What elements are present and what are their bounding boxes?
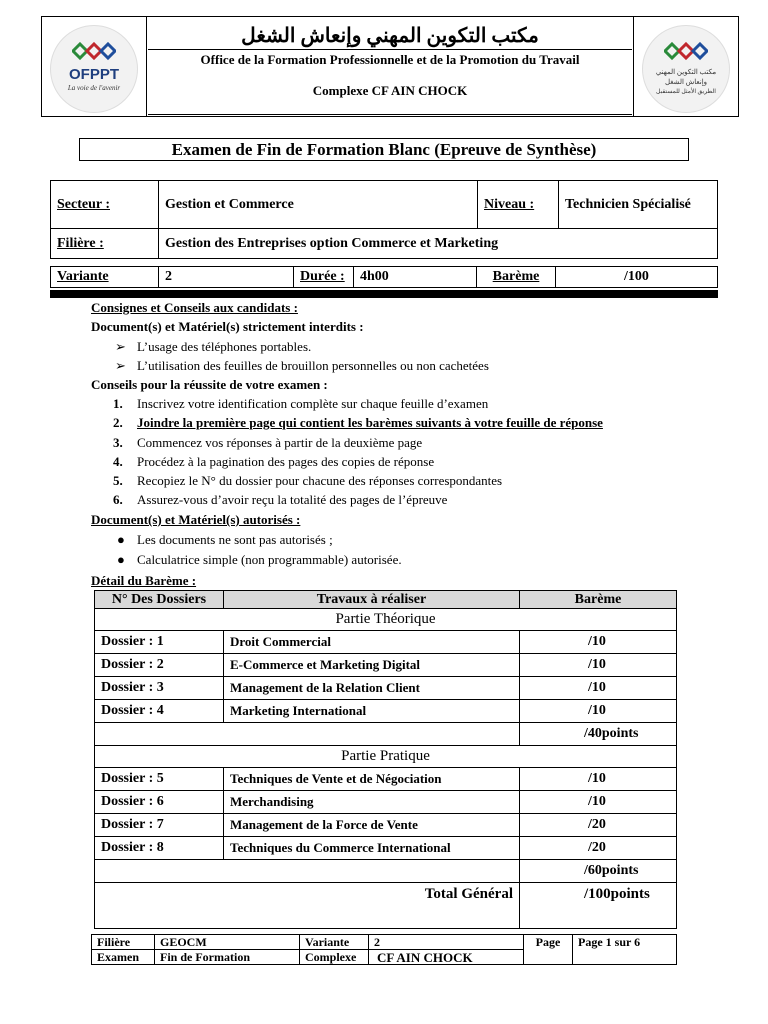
dot-bullet-icon: ● [117,552,125,567]
logo-circle [642,25,730,113]
table-row: Dossier : 2 E-Commerce et Marketing Digital /10 [95,654,677,677]
logo-arabic-line: مكتب التكوين المهني [655,68,717,76]
total-row: Total Général /100points [95,883,677,929]
document-header [41,16,739,117]
list-item: 3. Commencez vos réponses à partir de la deuxième page [113,435,423,450]
logo-motto: La voie de l'avenir [67,84,121,92]
footer-complexe-value: CF AIN CHOCK [369,950,524,965]
header-center [146,17,634,116]
table-row: Dossier : 6 Merchandising /10 [95,791,677,814]
bareme-value: /100 [556,267,718,288]
table-row: Dossier : 7 Management de la Force de Vente /20 [95,814,677,837]
table-row: Dossier : 3 Management de la Relation Client /10 [95,677,677,700]
interdits-title: Document(s) et Matériel(s) strictement interdits : [91,319,364,334]
bareme-title: Détail du Barème : [91,573,197,588]
column-header: N° Des Dossiers [95,591,224,609]
logo-arabic-line: وإنعاش الشغل [664,78,708,86]
niveau-value: Technicien Spécialisé [559,181,718,229]
divider [148,114,632,115]
arrow-bullet-icon: ➢ [115,339,126,354]
conseils-title: Conseils pour la réussite de votre examen : [91,377,328,392]
divider [148,49,632,50]
variante-value: 2 [159,267,294,288]
logo-circle [50,25,138,113]
ofppt-logo-left [42,17,147,116]
list-item: 4. Procédez à la pagination des pages des copies de réponse [113,454,435,469]
secteur-label: Secteur : [51,181,159,229]
arrow-bullet-icon: ➢ [115,358,126,373]
footer-page-value: Page 1 sur 6 [573,935,677,950]
footer-complexe-label: Complexe [300,950,369,965]
section-row: Partie Théorique [95,609,677,631]
filiere-label: Filière : [51,229,159,259]
list-item: 1. Inscrivez votre identification complète sur chaque feuille d’examen [113,396,489,411]
exam-title: Examen de Fin de Formation Blanc (Epreuve de Synthèse) [79,138,689,161]
consignes-title: Consignes et Conseils aux candidats : [91,300,298,315]
ofppt-logo-right [633,17,738,116]
list-item: 2. Joindre la première page qui contient les barèmes suivants à votre feuille de réponse [113,415,603,430]
duree-label: Durée : [294,267,354,288]
footer-page-label: Page [524,935,573,950]
exam-meta-table [50,266,718,288]
table-row: Dossier : 1 Droit Commercial /10 [95,631,677,654]
table-row: Dossier : 5 Techniques de Vente et de Négociation /10 [95,768,677,791]
complex-name: Complexe CF AIN CHOCK [312,83,468,98]
table-row: Dossier : 4 Marketing International /10 [95,700,677,723]
exam-info-table [50,180,718,259]
table-row: Dossier : 8 Techniques du Commerce International /20 [95,837,677,860]
column-header: Travaux à réaliser [224,591,520,609]
list-item: 6. Assurez-vous d’avoir reçu la totalité des pages de l’épreuve [113,492,448,507]
autorises-title: Document(s) et Matériel(s) autorisés : [91,512,301,527]
separator-bar [50,290,718,298]
footer-variante-label: Variante [300,935,369,950]
column-header: Barème [520,591,677,609]
subtotal-row: /40points [95,723,677,746]
table-header-row [95,591,677,609]
variante-label: Variante [51,267,159,288]
ofppt-emblem-icon [72,42,116,64]
duree-value: 4h00 [354,267,477,288]
secteur-value: Gestion et Commerce [159,181,478,229]
ofppt-emblem-icon [664,42,708,64]
footer-variante-value: 2 [369,935,524,950]
logo-arabic-line: الطريق الأمثل للمستقبل [656,89,716,95]
footer-filiere-label: Filière [92,935,155,950]
list-item: ● Calculatrice simple (non programmable) autorisée. [117,552,402,567]
section-row: Partie Pratique [95,746,677,768]
bareme-table [94,590,677,929]
footer-examen-value: Fin de Formation [155,950,300,965]
footer-examen-label: Examen [92,950,155,965]
filiere-value: Gestion des Entreprises option Commerce et Marketing [159,229,718,259]
office-name: Office de la Formation Professionnelle et de la Promotion du Travail [200,52,580,67]
list-item: ● Les documents ne sont pas autorisés ; [117,532,333,547]
list-item: ➢ L’utilisation des feuilles de brouillon personnelles ou non cachetées [115,358,489,373]
arabic-title: مكتب التكوين المهني وإنعاش الشغل [241,25,539,47]
niveau-label: Niveau : [478,181,559,229]
dot-bullet-icon: ● [117,532,125,547]
logo-text: OFPPT [68,66,119,83]
list-item: ➢ L’usage des téléphones portables. [115,339,312,354]
page-footer [91,934,677,965]
bareme-label: Barème [477,267,556,288]
subtotal-row: /60points [95,860,677,883]
footer-filiere-value: GEOCM [155,935,300,950]
list-item: 5. Recopiez le N° du dossier pour chacune des réponses correspondantes [113,473,503,488]
